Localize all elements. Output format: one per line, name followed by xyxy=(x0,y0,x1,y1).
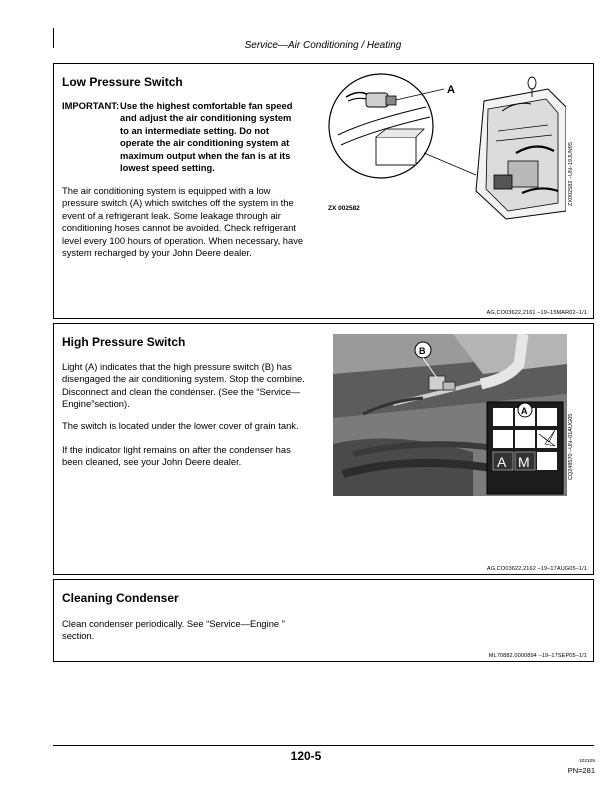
body-paragraph: The air conditioning system is equipped with a low pressure switch (A) which switches off the system in the event of a refrigerant leak. Some leakage through air conditioning hoses cannot be avoided. Check refrigerant level every 100 hours of operation. When necessary, have system recharged by your John Deere dealer. xyxy=(62,185,304,259)
page-number: 120-5 xyxy=(290,749,322,763)
reference-code: AG,CO03622,2162 –19–17AUG05–1/1 xyxy=(486,566,587,572)
section-cleaning-condenser xyxy=(53,579,594,662)
footer-rule xyxy=(53,745,594,746)
callout-b: B xyxy=(419,346,426,356)
panel-key-a: A xyxy=(497,454,507,470)
page-header: Service—Air Conditioning / Heating xyxy=(244,40,402,51)
reference-code: AG,CO03622,2161 –19–15MAR02–1/1 xyxy=(486,310,587,316)
callout-a: A xyxy=(521,406,528,416)
important-text: Use the highest comfortable fan speed and adjust the air conditioning system to an intermediate setting. Do not operate the air conditioning system at maximum output when the fan is at its lowest speed setting. xyxy=(120,100,293,174)
low-pressure-switch-figure xyxy=(326,71,566,231)
body-paragraph-1: Light (A) indicates that the high pressure switch (B) has disengaged the air conditioning system. Stop the combine. Disconnect and clean the condenser. (See the “Service— Engine”section). xyxy=(62,361,305,410)
body-paragraph-2: The switch is located under the lower cover of grain tank. xyxy=(62,420,299,431)
figure-side-id: ZX002582 –UN–19JUN95 xyxy=(568,142,574,206)
footer-code: 102105 xyxy=(578,759,595,764)
body-paragraph-3: If the indicator light remains on after the condenser has been cleaned, see your John Deere dealer. xyxy=(62,444,291,468)
figure-caption: ZX 002582 xyxy=(328,205,360,212)
section-title: Cleaning Condenser xyxy=(62,591,179,605)
high-pressure-switch-photo xyxy=(333,334,567,496)
section-low-pressure-switch xyxy=(53,63,594,319)
callout-a: A xyxy=(447,84,455,96)
footer-pn: PN=281 xyxy=(567,766,595,775)
panel-key-m: M xyxy=(518,454,530,470)
figure-side-id: CQ248570 –UN–01AUG05 xyxy=(568,413,574,480)
important-label: IMPORTANT: xyxy=(62,100,120,111)
section-title: Low Pressure Switch xyxy=(62,75,183,89)
section-title: High Pressure Switch xyxy=(62,335,186,349)
section-high-pressure-switch xyxy=(53,323,594,575)
reference-code: ML70882,0000894 –19–17SEP05–1/1 xyxy=(488,653,587,659)
body-paragraph: Clean condenser periodically. See “Service—Engine ” section. xyxy=(62,618,285,642)
